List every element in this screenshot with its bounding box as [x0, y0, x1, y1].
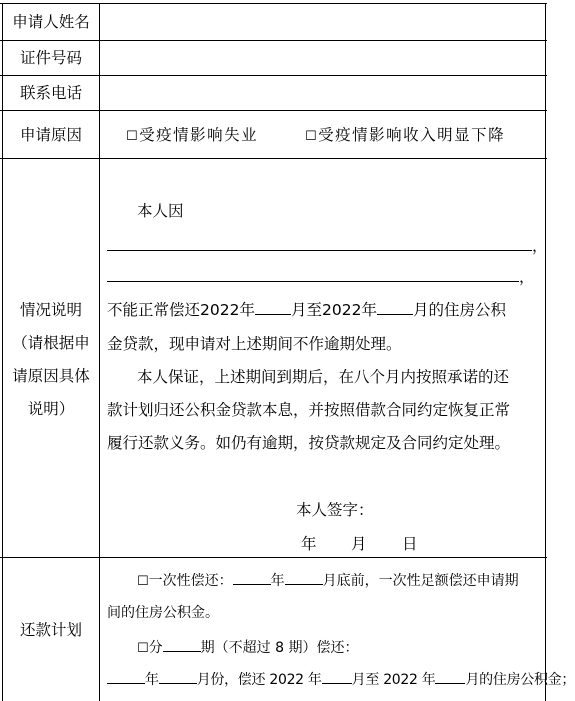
year-text: 2022 — [200, 301, 240, 319]
label-situation-4: 说明） — [27, 400, 75, 418]
text: 月份，偿还 2022 年 — [196, 672, 322, 688]
reason-option-label: 受疫情影响收入明显下降 — [318, 126, 506, 144]
label-applicant-name: 申请人姓名 — [12, 13, 90, 31]
applicant-name-field[interactable] — [100, 4, 544, 39]
checkbox-icon[interactable]: ☐ — [137, 574, 149, 589]
phone-field[interactable] — [100, 76, 544, 109]
label-repayment-plan: 还款计划 — [19, 621, 82, 639]
row-divider — [0, 557, 547, 558]
label-phone: 联系电话 — [19, 84, 82, 102]
periods-blank[interactable] — [163, 637, 201, 652]
situation-paragraph-3: 本人保证，上述期间到期后，在八个月内按照承诺的还 — [137, 368, 510, 386]
label-situation-3: 请原因具体 — [12, 367, 90, 385]
text: 月底前，一次性足额偿还申请期 — [322, 573, 519, 589]
text: 分 — [148, 640, 163, 656]
text: 年 — [239, 301, 255, 319]
situation-paragraph-1 — [107, 300, 506, 320]
checkbox-icon[interactable]: ☐ — [305, 129, 319, 144]
plan-option-installment[interactable] — [137, 637, 358, 659]
id-number-field[interactable] — [100, 41, 544, 74]
text: 年 — [270, 573, 285, 589]
signature-label: 本人签字： — [296, 501, 374, 519]
year-blank[interactable] — [233, 570, 271, 585]
situation-paragraph-5: 履行还款义务。如仍有逾期，按贷款规定及合同约定处理。 — [107, 434, 511, 452]
text: 年 — [145, 672, 159, 688]
label-reason: 申请原因 — [19, 126, 82, 144]
year-blank[interactable] — [107, 669, 145, 684]
text: 年 — [361, 301, 377, 319]
installment-line — [107, 669, 575, 690]
month-start-blank[interactable] — [255, 300, 291, 315]
punctuation: ， — [519, 268, 535, 286]
reason-option-income-drop[interactable] — [305, 125, 505, 147]
month-blank[interactable] — [285, 570, 323, 585]
situation-intro: 本人因 — [137, 202, 184, 220]
label-situation-1: 情况说明 — [19, 301, 82, 319]
text: 不能正常偿还 — [107, 301, 201, 319]
text: 月至 2022 年 — [351, 672, 436, 688]
date-year: 年 — [301, 535, 317, 553]
month-end-blank[interactable] — [377, 300, 413, 315]
text: 月至 — [290, 301, 322, 319]
blank-underline — [107, 267, 519, 282]
month-blank[interactable] — [159, 669, 197, 684]
month-start-blank[interactable] — [322, 669, 352, 684]
text: 一次性偿还： — [148, 573, 233, 589]
punctuation: ， — [532, 237, 548, 255]
date-day: 日 — [402, 535, 418, 553]
text: 期（不超过 8 期）偿还： — [200, 640, 359, 656]
row-divider — [0, 110, 547, 111]
label-situation-2: （请根据申 — [12, 334, 90, 352]
month-end-blank[interactable] — [435, 669, 465, 684]
text: 月的住房公积金； — [465, 672, 575, 688]
text: 月的住房公积 — [412, 301, 506, 319]
label-id-number: 证件号码 — [19, 49, 82, 67]
year-text: 2022 — [322, 301, 362, 319]
plan-option-lump-sum-cont: 间的住房公积金。 — [107, 605, 219, 621]
reason-blank-line-1[interactable] — [107, 236, 548, 256]
table-border-right — [545, 3, 546, 701]
checkbox-icon[interactable]: ☐ — [137, 641, 149, 656]
reason-blank-line-2[interactable] — [107, 267, 535, 287]
blank-underline — [107, 236, 532, 251]
checkbox-icon[interactable]: ☐ — [126, 129, 140, 144]
situation-paragraph-4: 款计划归还公积金贷款本息，并按照借款合同约定恢复正常 — [107, 401, 511, 419]
date-month: 月 — [351, 535, 367, 553]
reason-option-unemployed[interactable] — [126, 125, 258, 147]
plan-option-lump-sum[interactable] — [137, 570, 519, 592]
reason-option-label: 受疫情影响失业 — [139, 126, 259, 144]
row-divider — [0, 158, 547, 159]
situation-paragraph-2: 金贷款，现申请对上述期间不作逾期处理。 — [107, 335, 402, 353]
